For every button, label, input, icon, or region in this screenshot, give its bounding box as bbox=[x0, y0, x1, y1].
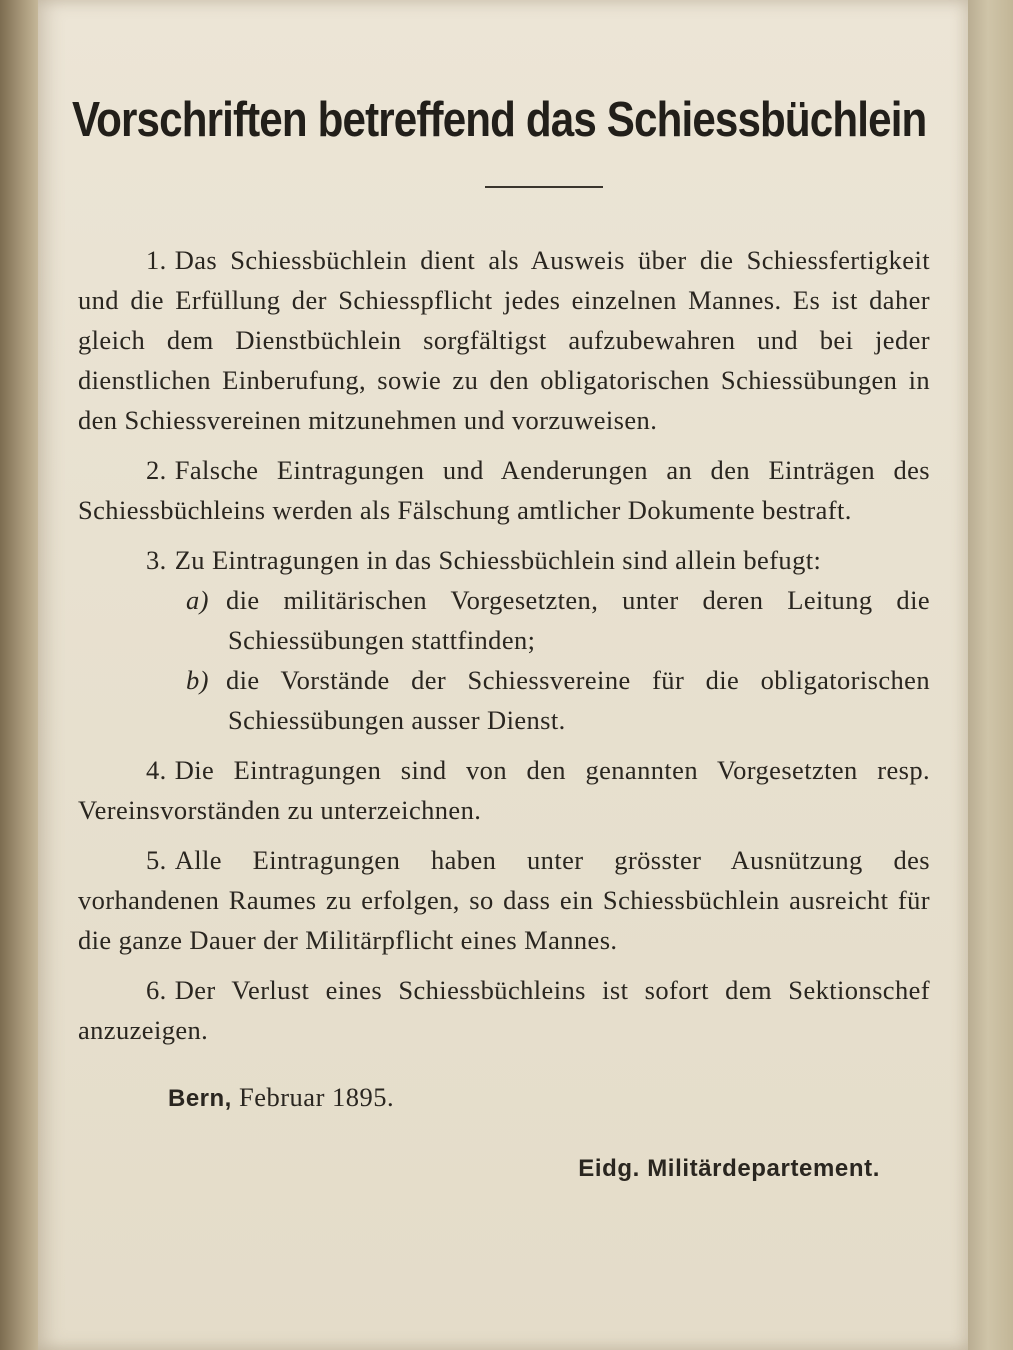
subitem-text: die militärischen Vorgesetzten, unter deren Leitung die Schiessübungen stattfinden; bbox=[226, 585, 930, 655]
paragraph-text: Zu Eintragungen in das Schiessbüchlein sind allein befugt: bbox=[174, 545, 822, 575]
date-city: Bern, bbox=[168, 1085, 232, 1112]
title-divider bbox=[485, 186, 603, 188]
subitem-text: die Vorstände der Schiessvereine für die obligatorischen Schiessübungen ausser Dienst. bbox=[226, 665, 930, 735]
document-content bbox=[72, 60, 930, 1183]
paragraph-number: 4. bbox=[146, 755, 167, 785]
document-body bbox=[78, 240, 930, 1050]
document-title: Vorschriften betreffend das Schiessbüchlein bbox=[72, 93, 927, 147]
paragraph-text: Alle Eintragungen haben unter grösster Ausnützung des vorhandenen Raumes zu erfolgen, so dass ein Schiessbüchlein ausreicht für die ganze Dauer der Militärpflicht eines Mannes. bbox=[78, 845, 930, 955]
paragraph-number: 6. bbox=[146, 975, 167, 1005]
subitem-a bbox=[188, 580, 930, 660]
date-line bbox=[168, 1082, 930, 1113]
subitem-b bbox=[188, 660, 930, 740]
paragraph-text: Das Schiessbüchlein dient als Ausweis über die Schiessfertigkeit und die Erfüllung der Schiesspflicht jedes einzelnen Mannes. Es ist daher gleich dem Dienstbüchlein sorgfältigst aufzubewahren und bei jeder dienstlichen Einberufung, sowie zu den obligatorischen Schiessübungen in den Schiessvereinen mitzunehmen und vorzuweisen. bbox=[78, 245, 930, 435]
page-edge bbox=[968, 0, 1013, 1350]
subitem-letter: b) bbox=[186, 665, 209, 695]
paragraph-4 bbox=[78, 750, 930, 830]
paragraph-text: Falsche Eintragungen und Aenderungen an den Einträgen des Schiessbüchleins werden als Fälschung amtlicher Dokumente bestraft. bbox=[78, 455, 930, 525]
paragraph-1 bbox=[78, 240, 930, 440]
paragraph-number: 1. bbox=[146, 245, 167, 275]
paragraph-number: 5. bbox=[146, 845, 167, 875]
paragraph-number: 3. bbox=[146, 545, 167, 575]
paragraph-5 bbox=[78, 840, 930, 960]
paragraph-text: Der Verlust eines Schiessbüchleins ist sofort dem Sektionschef anzuzeigen. bbox=[78, 975, 930, 1045]
paragraph-2 bbox=[78, 450, 930, 530]
paragraph-3 bbox=[78, 540, 930, 580]
paragraph-number: 2. bbox=[146, 455, 167, 485]
paragraph-6 bbox=[78, 970, 930, 1050]
paragraph-text: Die Eintragungen sind von den genannten Vorgesetzten resp. Vereinsvorständen zu unterzeichnen. bbox=[78, 755, 930, 825]
signature: Eidg. Militärdepartement. bbox=[578, 1155, 880, 1182]
date-text: Februar 1895. bbox=[238, 1082, 395, 1112]
subitem-letter: a) bbox=[186, 585, 209, 615]
